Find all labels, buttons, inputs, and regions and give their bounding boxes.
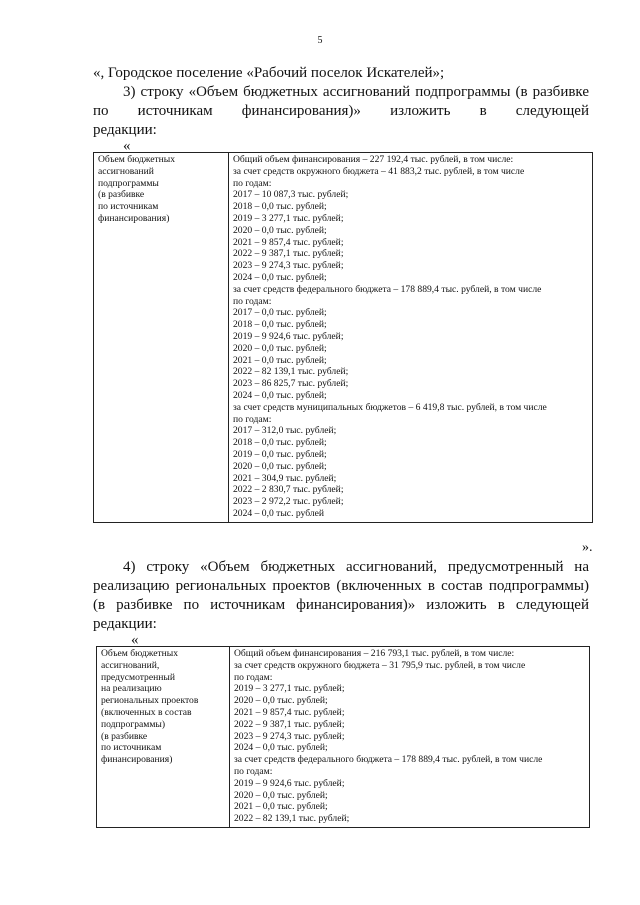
right-line: за счет средств федерального бюджета – 178 889,4 тыс. рублей, в том числе xyxy=(234,754,543,766)
right-line: по годам: xyxy=(233,295,272,307)
right-line: 2022 – 9 387,1 тыс. рублей; xyxy=(234,718,345,730)
item4-paragraph: 4) строку «Объем бюджетных ассигнований, предусмотренный на реализацию региональных проектов (включенных в состав подпрограммы) (в разбивке по источникам финансирования)» изложить в следующей xyxy=(93,559,589,613)
left-line: ассигнований, xyxy=(101,659,160,671)
right-line: 2019 – 3 277,1 тыс. рублей; xyxy=(233,212,344,224)
right-line: 2019 – 0,0 тыс. рублей; xyxy=(233,448,327,460)
right-line: 2021 – 0,0 тыс. рублей; xyxy=(233,354,327,366)
right-line: 2017 – 0,0 тыс. рублей; xyxy=(233,307,327,319)
right-line: 2023 – 9 274,3 тыс. рублей; xyxy=(234,730,345,742)
right-line: 2022 – 2 830,7 тыс. рублей; xyxy=(233,484,344,496)
left-line: на реализацию xyxy=(101,683,162,695)
right-line: за счет средств федерального бюджета – 178 889,4 тыс. рублей, в том числе xyxy=(233,283,542,295)
right-line: 2020 – 0,0 тыс. рублей; xyxy=(234,695,328,707)
right-line: 2022 – 9 387,1 тыс. рублей; xyxy=(233,248,344,260)
right-line: 2020 – 0,0 тыс. рублей; xyxy=(234,789,328,801)
table-row xyxy=(97,647,590,828)
right-line: Общий объем финансирования – 227 192,4 тыс. рублей, в том числе: xyxy=(233,154,514,165)
item3-open-quote: « xyxy=(123,138,131,154)
item4-last-line: редакции: xyxy=(93,616,157,632)
right-line: 2019 – 3 277,1 тыс. рублей; xyxy=(234,683,345,695)
left-line: финансирования) xyxy=(101,754,173,766)
right-line: по годам: xyxy=(234,765,273,777)
left-line: Объем бюджетных xyxy=(101,648,179,659)
right-line: 2017 – 312,0 тыс. рублей; xyxy=(233,425,337,437)
right-line: 2024 – 0,0 тыс. рублей; xyxy=(233,271,327,283)
item3-last-line: редакции: xyxy=(93,122,157,138)
left-line: региональных проектов xyxy=(101,695,199,707)
intro-line: «, Городское поселение «Рабочий поселок Искателей»; xyxy=(93,65,445,81)
left-line: финансирования) xyxy=(98,212,170,224)
right-line: 2021 – 0,0 тыс. рублей; xyxy=(234,801,328,813)
right-line: 2022 – 82 139,1 тыс. рублей; xyxy=(234,813,350,825)
page-number: 5 xyxy=(317,35,323,46)
right-line: по годам: xyxy=(233,413,272,425)
item4-open-quote: « xyxy=(131,632,139,648)
left-line: (в разбивке xyxy=(98,189,145,201)
right-line: 2023 – 86 825,7 тыс. рублей; xyxy=(233,378,349,390)
left-line: предусмотренный xyxy=(101,671,175,683)
right-line: 2021 – 304,9 тыс. рублей; xyxy=(233,472,337,484)
right-line: 2021 – 9 857,4 тыс. рублей; xyxy=(233,236,344,248)
item4-table xyxy=(96,646,590,828)
left-line: подпрограммы) xyxy=(101,718,166,730)
right-line: 2024 – 0,0 тыс. рублей; xyxy=(233,389,327,401)
left-line: (в разбивке xyxy=(101,730,148,742)
right-line: 2018 – 0,0 тыс. рублей; xyxy=(233,437,327,449)
right-line: за счет средств окружного бюджета – 41 883,2 тыс. рублей, в том числе xyxy=(233,165,525,177)
right-line: Общий объем финансирования – 216 793,1 тыс. рублей, в том числе: xyxy=(234,648,515,659)
right-line: 2023 – 9 274,3 тыс. рублей; xyxy=(233,260,344,272)
item3-right-cell xyxy=(229,153,593,523)
item3-left-cell xyxy=(94,153,229,523)
right-line: за счет средств муниципальных бюджетов – 6 419,8 тыс. рублей, в том числе xyxy=(233,401,547,413)
right-line: по годам: xyxy=(234,671,273,683)
right-line: 2024 – 0,0 тыс. рублей; xyxy=(234,742,328,754)
right-line: по годам: xyxy=(233,177,272,189)
item4-left-cell xyxy=(97,647,230,828)
right-line: 2017 – 10 087,3 тыс. рублей; xyxy=(233,189,349,201)
left-line: (включенных в состав xyxy=(101,706,192,718)
table-row xyxy=(94,153,593,523)
right-line: 2024 – 0,0 тыс. рублей xyxy=(233,507,325,519)
right-line: 2020 – 0,0 тыс. рублей; xyxy=(233,342,327,354)
right-line: 2018 – 0,0 тыс. рублей; xyxy=(233,319,327,331)
left-line: по источникам xyxy=(101,742,162,754)
item4-right-cell xyxy=(230,647,590,828)
left-line: Объем бюджетных xyxy=(98,154,176,165)
right-line: 2023 – 2 972,2 тыс. рублей; xyxy=(233,496,344,508)
item3-close-quote: ». xyxy=(582,540,593,555)
left-line: по источникам xyxy=(98,201,159,213)
item3-table xyxy=(93,152,593,523)
item3-paragraph: 3) строку «Объем бюджетных ассигнований подпрограммы (в разбивке по источникам финансирования)» изложить в следующей xyxy=(93,84,589,119)
right-line: 2022 – 82 139,1 тыс. рублей; xyxy=(233,366,349,378)
right-line: 2020 – 0,0 тыс. рублей; xyxy=(233,224,327,236)
left-line: подпрограммы xyxy=(98,177,159,189)
right-line: 2020 – 0,0 тыс. рублей; xyxy=(233,460,327,472)
left-line: ассигнований xyxy=(98,165,154,177)
right-line: 2021 – 9 857,4 тыс. рублей; xyxy=(234,706,345,718)
right-line: за счет средств окружного бюджета – 31 795,9 тыс. рублей, в том числе xyxy=(234,659,526,671)
right-line: 2018 – 0,0 тыс. рублей; xyxy=(233,201,327,213)
right-line: 2019 – 9 924,6 тыс. рублей; xyxy=(234,777,345,789)
right-line: 2019 – 9 924,6 тыс. рублей; xyxy=(233,330,344,342)
